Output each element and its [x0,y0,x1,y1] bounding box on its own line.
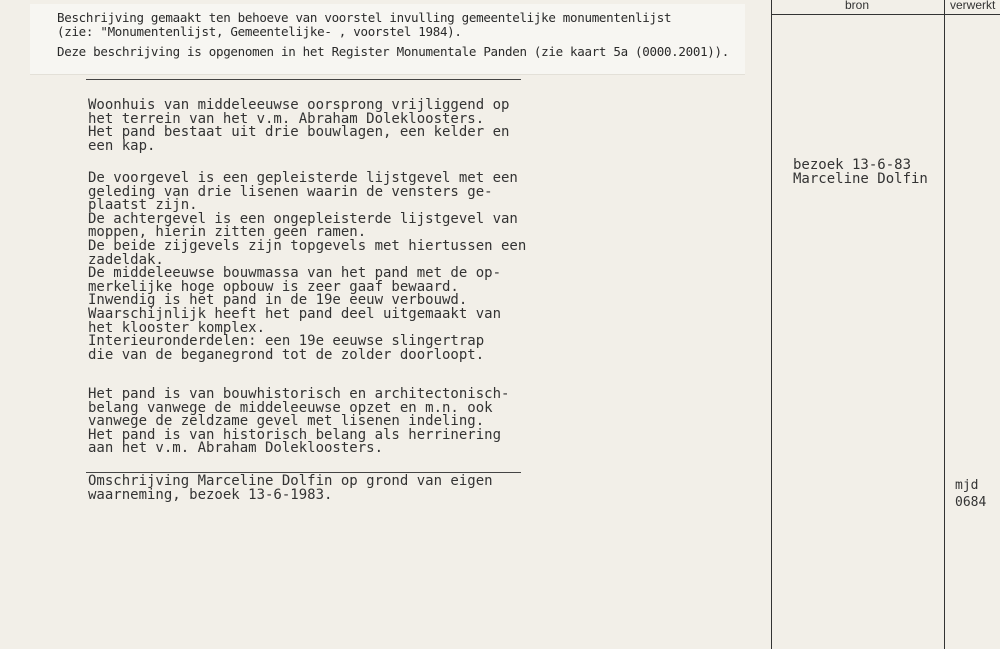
description-paragraph-1: Woonhuis van middeleeuwse oorsprong vrijliggend op het terrein van het v.m. Abraham Dolekloosters. Het pand bestaat uit drie bouwlagen, een kelder en een kap. [88,97,510,154]
header-sticker [30,4,745,75]
description-paragraph-2: De voorgevel is een gepleisterde lijstgevel met een geleding van drie lisenen waarin de vensters ge- plaatst zijn. De achtergevel is een ongepleisterde lijstgevel van moppen, hierin zitten geen ramen. De beide zijgevels zijn topgevels met hiertussen een zadeldak. De middeleeuwse bouwmassa van het pand met de op- merkelijke hoge opbouw is zeer gaaf bewaard. Inwendig is het pand in de 19e eeuw verbouwd. Waarschijnlijk heeft het pand deel uitgemaakt van het klooster komplex. Interieuronderdelen: een 19e eeuwse slingertrap die van de beganegrond tot de zolder doorloopt. [88,170,527,363]
column-divider-verwerkt [944,0,945,649]
sticker-line-2: (zie: "Monumentenlijst, Gemeentelijke- , voorstel 1984). [57,24,462,39]
author-note: Omschrijving Marceline Dolfin op grond van eigen waarneming, bezoek 13-6-1983. [88,473,493,503]
verwerkt-entry: mjd 0684 [955,478,987,510]
bron-entry: bezoek 13-6-83 Marceline Dolfin [793,157,928,187]
top-divider [86,79,521,80]
sticker-line-3: Deze beschrijving is opgenomen in het Register Monumentale Panden (zie kaart 5a (0000.2001)). [57,44,729,59]
significance-paragraph: Het pand is van bouwhistorisch en architectonisch- belang vanwege de middeleeuwse opzet en m.n. ook vanwege de zeldzame gevel met lisenen indeling. Het pand is van historisch belang als herrinering aan het v.m. Abraham Dolekloosters. [88,386,510,457]
column-header-verwerkt: verwerkt [950,0,996,12]
sticker-line-1: Beschrijving gemaakt ten behoeve van voorstel invulling gemeentelijke monumentenlijst [57,10,672,25]
column-header-bron: bron [845,0,870,12]
column-header-line [771,14,1000,15]
column-divider-bron [771,0,772,649]
